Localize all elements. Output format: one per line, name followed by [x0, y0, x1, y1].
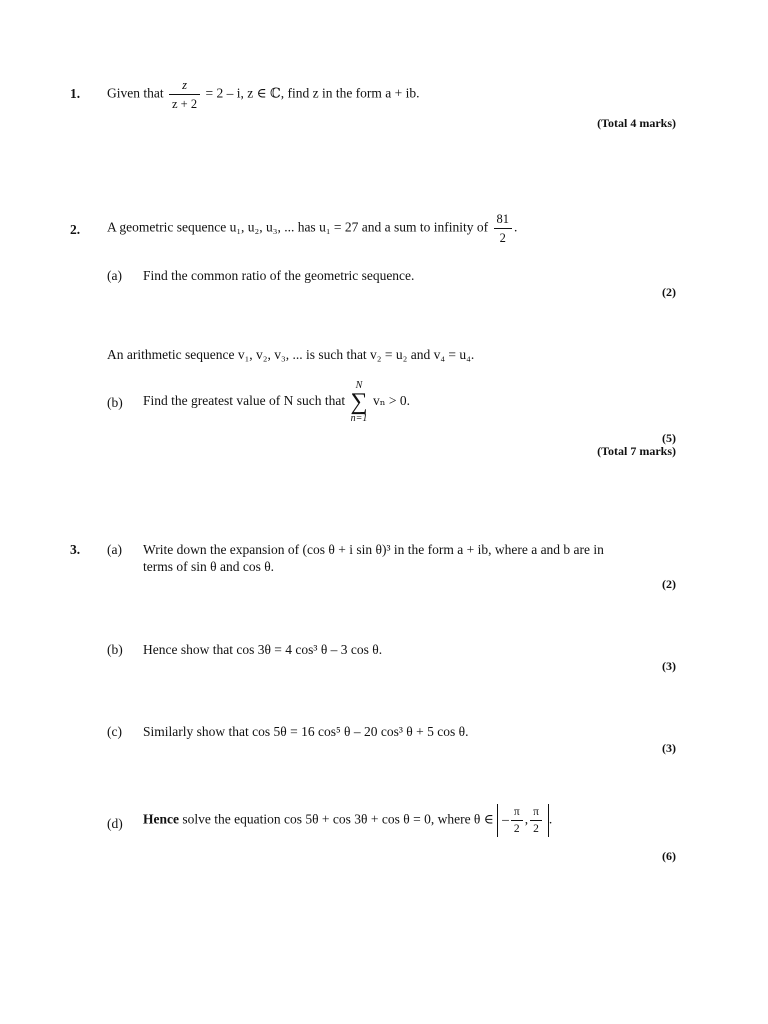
q3-part-b-text: Hence show that cos 3θ = 4 cos³ θ – 3 cos θ.	[143, 642, 383, 657]
question-2-intro: A geometric sequence u₁, u₂, u₃, ... has u₁ = 27 and a sum to infinity of $\frac{81}{2}$ .	[107, 212, 518, 245]
q2-part-a-text: Find the common ratio of the geometric sequence.	[143, 268, 415, 283]
interval-bracket: – $\frac{\pi}{2}$ , $\frac{\pi}{2}$	[497, 804, 549, 837]
q2-frac-den: 2	[499, 231, 506, 245]
q2-b-prefix: Find the greatest value of N such that	[143, 393, 346, 409]
q2-fraction	[494, 210, 513, 247]
q3-part-a-marks: (2)	[662, 577, 676, 591]
q2-frac-num: 81	[494, 210, 513, 229]
q3-part-c-marks: (3)	[662, 741, 676, 755]
q3-d-hence: Hence	[143, 811, 179, 827]
q3-part-a-line2: terms of sin θ and cos θ.	[143, 559, 275, 574]
q3-part-d-marks: (6)	[662, 849, 676, 863]
q2-arithmetic-text: An arithmetic sequence v₁, v₂, v₃, ... is such that v₂ = u₂ and v₄ = u₄.	[107, 347, 475, 362]
question-2-number: 2.	[70, 222, 81, 237]
q2-part-a-label: (a)	[107, 268, 122, 283]
question-1-text	[107, 76, 420, 113]
q3-d-equation: solve the equation cos 5θ + cos 3θ + cos θ = 0, where θ ∈	[182, 811, 494, 827]
sum-upper-limit: N	[355, 380, 363, 391]
q3-part-c-text: Similarly show that cos 5θ = 16 cos⁵ θ – 20 cos³ θ + 5 cos θ.	[143, 724, 469, 739]
q2-part-b-text: Find the greatest value of N such that N ∑ n=1 vₙ > 0.	[143, 380, 411, 424]
sum-lower-limit: n=1	[350, 413, 368, 424]
q1-fraction	[169, 76, 200, 113]
question-1-number: 1.	[70, 86, 81, 101]
q1-frac-den: z + 2	[172, 97, 198, 111]
summation-symbol	[350, 380, 367, 424]
q2-total-marks: (Total 7 marks)	[597, 444, 676, 458]
sigma-icon: ∑	[350, 389, 368, 415]
sum-term: vₙ > 0	[372, 393, 407, 409]
q2-part-b-label: (b)	[107, 395, 123, 410]
interval-lower-den: 2	[513, 823, 520, 835]
q3-part-d-text: Hence solve the equation cos 5θ + cos 3θ + cos θ = 0, where θ ∈ – $\frac{\pi}{2}$ , $\frac{\pi}{2}$ .	[143, 806, 553, 835]
interval-upper	[530, 804, 542, 837]
q1-total-marks: (Total 4 marks)	[597, 116, 676, 130]
interval-lower	[511, 804, 523, 837]
interval-lower-num: π	[511, 804, 523, 821]
q3-part-a-line1: Write down the expansion of (cos θ + i sin θ)³ in the form a + ib, where a and b are in	[143, 542, 604, 557]
q1-after: = 2 – i, z ∈ ℂ, find z in the form a + ib.	[205, 85, 420, 101]
q3-part-a-label: (a)	[107, 542, 122, 557]
q2-part-b-marks: (5)	[662, 431, 676, 445]
q1-frac-num: z	[169, 76, 200, 95]
q2-part-a-marks: (2)	[662, 285, 676, 299]
q3-part-d-label: (d)	[107, 816, 123, 831]
q2-intro-text: A geometric sequence u₁, u₂, u₃, ... has u₁ = 27 and a sum to infinity of	[107, 219, 489, 235]
q3-part-b-label: (b)	[107, 642, 123, 657]
q3-part-b-marks: (3)	[662, 659, 676, 673]
interval-upper-num: π	[530, 804, 542, 821]
interval-upper-den: 2	[533, 823, 539, 835]
q1-prefix: Given that	[107, 85, 164, 101]
q3-part-c-label: (c)	[107, 724, 122, 739]
question-3-number: 3.	[70, 542, 81, 557]
